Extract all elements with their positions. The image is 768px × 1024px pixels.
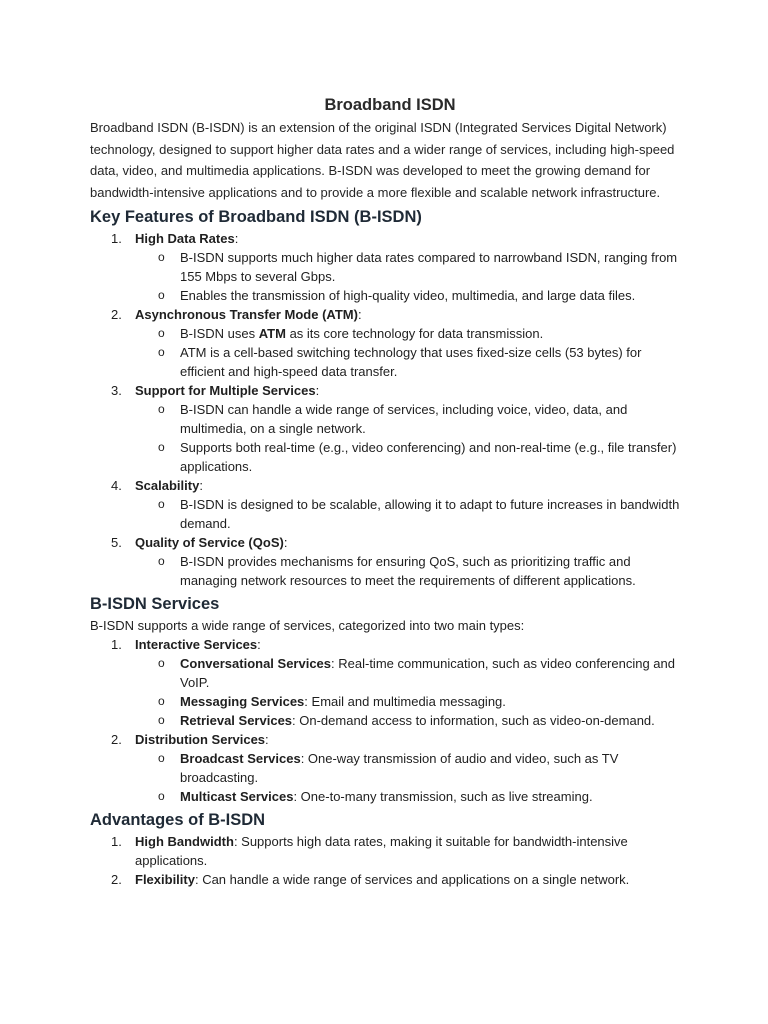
sub-list-item xyxy=(135,286,685,305)
item-text: : xyxy=(257,637,261,652)
bullet-marker: o xyxy=(158,751,165,765)
sub-list-item xyxy=(135,787,685,806)
item-text: : xyxy=(199,478,203,493)
bullet-marker: o xyxy=(158,250,165,264)
bullet-marker: o xyxy=(158,345,165,359)
bullet-marker: o xyxy=(158,326,165,340)
item-label: Flexibility xyxy=(135,872,195,887)
numbered-list xyxy=(90,229,690,590)
bullet-marker: o xyxy=(158,402,165,416)
bullet-marker: o xyxy=(158,497,165,511)
sub-item-text: B-ISDN uses xyxy=(180,326,259,341)
list-item xyxy=(90,832,690,870)
item-text: : xyxy=(357,307,362,322)
sub-item-text: Enables the transmission of high-quality video, multimedia, and large data files. xyxy=(180,288,636,303)
item-text: : Supports high data rates, making it suitable for bandwidth-intensive applications. xyxy=(135,834,628,868)
sub-item-emphasis: ATM xyxy=(258,326,286,341)
sub-list-item xyxy=(135,495,685,533)
sub-item-text: B-ISDN is designed to be scalable, allowing it to adapt to future increases in bandwidth demand. xyxy=(180,497,680,531)
sub-item-text: : Real-time communication, such as video conferencing and VoIP. xyxy=(180,656,675,690)
sub-item-text: : Email and multimedia messaging. xyxy=(304,694,506,709)
sub-list-item xyxy=(135,324,685,343)
sub-list-item xyxy=(135,438,685,476)
sub-item-text: : One-to-many transmission, such as live streaming. xyxy=(293,789,593,804)
sub-list-item xyxy=(135,711,685,730)
item-number: 1. xyxy=(111,231,122,246)
numbered-list xyxy=(90,832,690,889)
bullet-marker: o xyxy=(158,656,165,670)
sub-item-text: ATM is a cell-based switching technology that uses fixed-size cells (53 bytes) for efficient and high-speed data transfer. xyxy=(180,345,642,379)
list-item xyxy=(90,870,690,889)
item-label: Asynchronous Transfer Mode (ATM) xyxy=(135,307,358,322)
item-text: : xyxy=(315,383,320,398)
item-text: : xyxy=(234,231,239,246)
sub-item-label: Messaging Services xyxy=(180,694,305,709)
sub-list xyxy=(135,552,690,590)
intro-paragraph: Broadband ISDN (B-ISDN) is an extension of the original ISDN (Integrated Services Digital Network) technology, designed to support higher data rates and a wider range of services, including high-speed data, video, and multimedia applications. B-ISDN was developed to meet the growing demand for bandwidth-intensive applications and to provide a more flexible and scalable network infrastructure. xyxy=(90,120,675,200)
sub-list xyxy=(135,400,690,476)
list-item xyxy=(90,533,690,590)
list-item xyxy=(90,229,690,305)
item-text: : xyxy=(265,732,269,747)
item-text: : Can handle a wide range of services and applications on a single network. xyxy=(194,872,630,887)
sub-list xyxy=(135,248,690,305)
sub-item-text: B-ISDN supports much higher data rates compared to narrowband ISDN, ranging from 155 Mbps to several Gbps. xyxy=(180,250,678,284)
sub-list-item xyxy=(135,400,685,438)
bullet-marker: o xyxy=(158,440,165,454)
item-label: High Bandwidth xyxy=(135,834,234,849)
sub-list-item xyxy=(135,343,685,381)
list-item xyxy=(90,381,690,476)
sub-item-text: as its core technology for data transmission. xyxy=(285,326,544,341)
sub-list xyxy=(135,495,690,533)
list-item xyxy=(90,476,690,533)
item-label: Quality of Service (QoS) xyxy=(135,535,284,550)
item-number: 3. xyxy=(111,383,122,398)
item-label: Distribution Services xyxy=(135,732,266,747)
bullet-marker: o xyxy=(158,554,165,568)
sub-list xyxy=(135,749,690,806)
sub-list xyxy=(135,324,690,381)
item-text: : xyxy=(283,535,288,550)
document-content xyxy=(90,94,690,889)
item-label: Scalability xyxy=(135,478,200,493)
item-number: 1. xyxy=(111,834,122,849)
bullet-marker: o xyxy=(158,288,165,302)
item-label: High Data Rates xyxy=(135,231,235,246)
sections-container xyxy=(90,205,690,889)
list-item xyxy=(90,635,690,730)
sub-item-label: Multicast Services xyxy=(180,789,294,804)
item-label: Support for Multiple Services xyxy=(135,383,316,398)
sub-item-text: : On-demand access to information, such as video-on-demand. xyxy=(292,713,655,728)
item-number: 4. xyxy=(111,478,122,493)
bullet-marker: o xyxy=(158,789,165,803)
sub-item-label: Broadcast Services xyxy=(180,751,301,766)
sub-list xyxy=(135,654,690,730)
item-number: 2. xyxy=(111,872,122,887)
numbered-list xyxy=(90,635,690,806)
item-label: Interactive Services xyxy=(135,637,258,652)
item-number: 1. xyxy=(111,637,122,652)
sub-item-text: Supports both real-time (e.g., video conferencing) and non-real-time (e.g., file transfer) applications. xyxy=(180,440,677,474)
section-intro: B-ISDN supports a wide range of services, categorized into two main types: xyxy=(90,618,525,633)
sub-list-item xyxy=(135,552,685,590)
page-title: Broadband ISDN xyxy=(324,96,456,114)
sub-list-item xyxy=(135,654,685,692)
section-heading: B-ISDN Services xyxy=(90,595,220,613)
bullet-marker: o xyxy=(158,694,165,708)
bullet-marker: o xyxy=(158,713,165,727)
sub-list-item xyxy=(135,692,685,711)
item-number: 5. xyxy=(111,535,122,550)
sub-item-label: Retrieval Services xyxy=(180,713,293,728)
sub-item-label: Conversational Services xyxy=(180,656,332,671)
item-number: 2. xyxy=(111,307,122,322)
item-number: 2. xyxy=(111,732,122,747)
sub-list-item xyxy=(135,749,685,787)
sub-item-text: B-ISDN provides mechanisms for ensuring QoS, such as prioritizing traffic and managing network resources to meet the requirements of different applications. xyxy=(180,554,636,588)
sub-list-item xyxy=(135,248,685,286)
sub-item-text: : One-way transmission of audio and video, such as TV broadcasting. xyxy=(180,751,619,785)
list-item xyxy=(90,730,690,806)
sub-item-text: B-ISDN can handle a wide range of services, including voice, video, data, and multimedia, on a single network. xyxy=(180,402,628,436)
section-heading: Advantages of B-ISDN xyxy=(90,811,266,829)
section-heading: Key Features of Broadband ISDN (B-ISDN) xyxy=(90,208,422,226)
list-item xyxy=(90,305,690,381)
